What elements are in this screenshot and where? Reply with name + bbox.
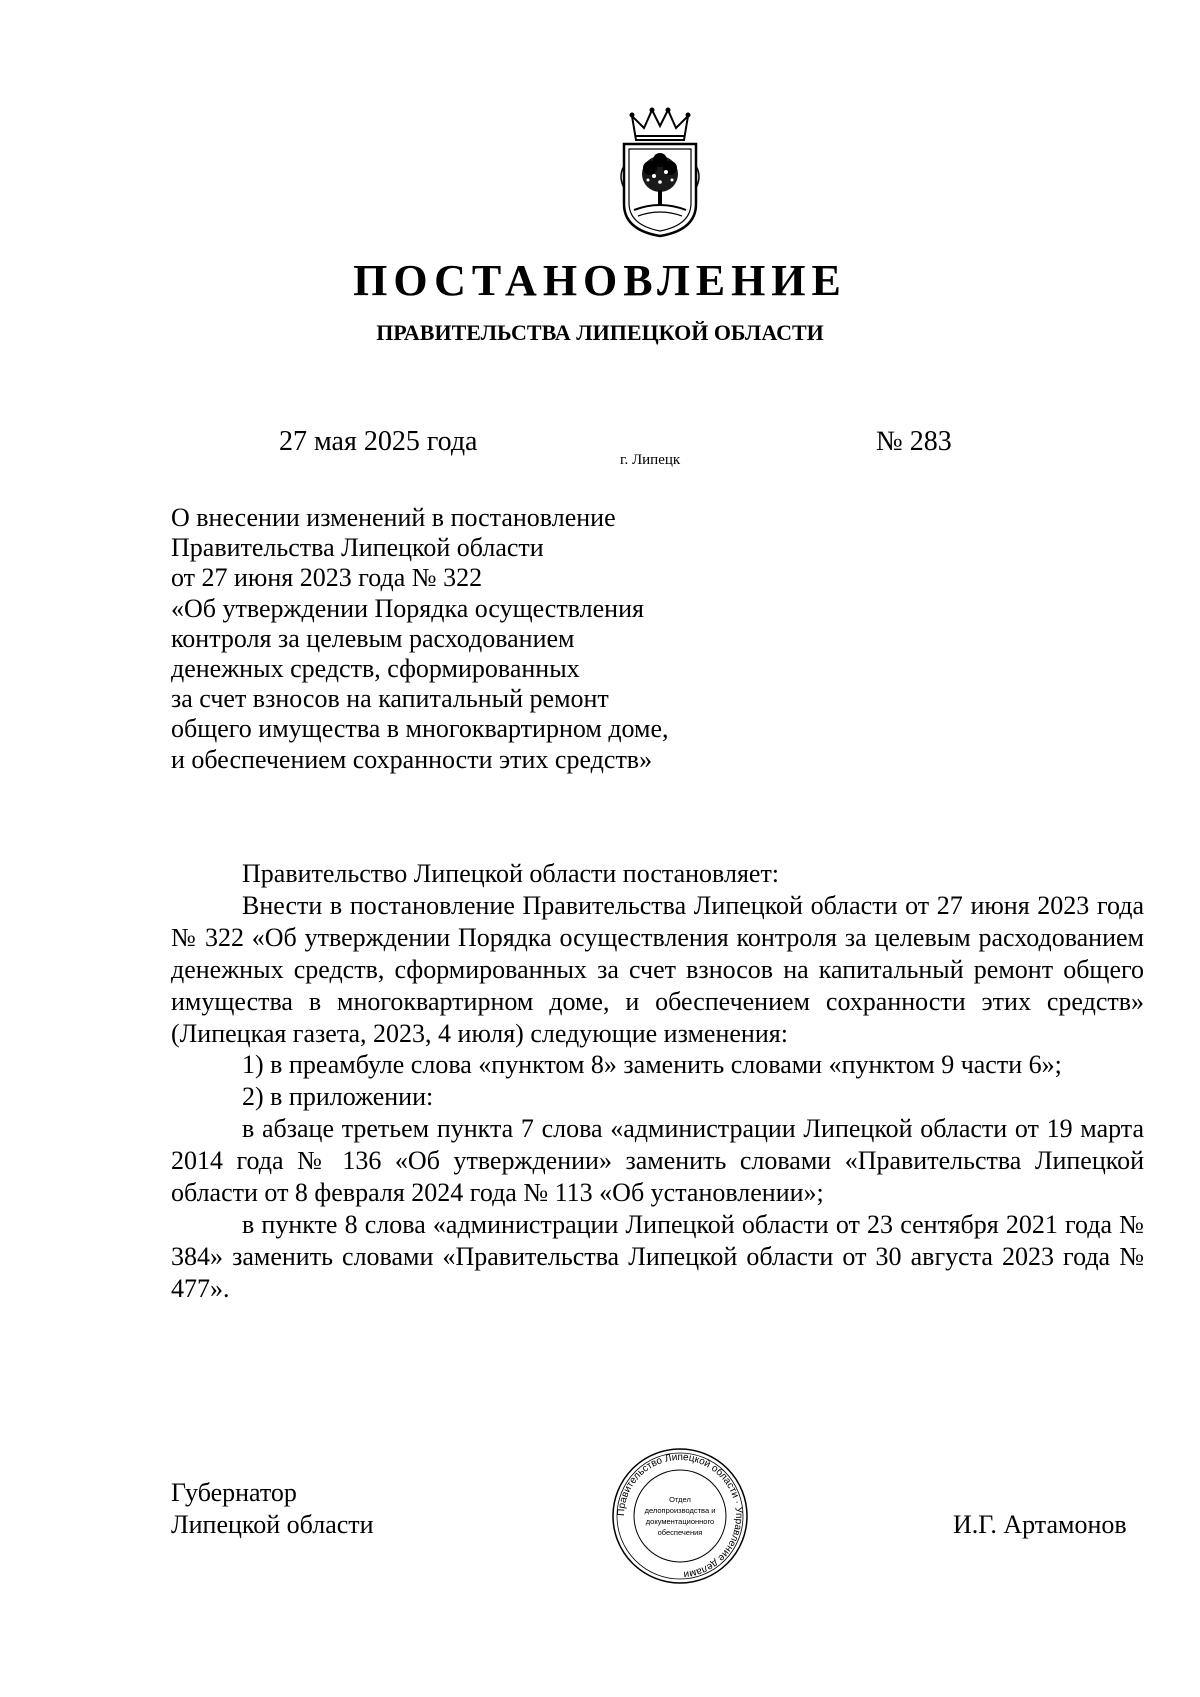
heading-line: денежных средств, сформированных — [171, 654, 580, 684]
body-paragraph: Внести в постановление Правительства Липецкой области от 27 июня 2023 года № 322 «Об утверждении Порядка осуществления контроля за целевым расходованием денежных средств, сформированных за счет взносов на капитальный ремонт общего имущества в многоквартирном доме, и обеспечением сохранности этих средств» (Липецкая газета, 2023, 4 июля) следующие изменения: — [171, 890, 1144, 1048]
body-paragraph: в абзаце третьем пункта 7 слова «администрации Липецкой области от 19 марта 2014 года № 136 «Об утверждении» заменить словами «Правительства Липецкой области от 8 февраля 2024 года № 113 «Об установлении»; — [171, 1114, 1144, 1208]
heading-line: О внесении изменений в постановление — [171, 503, 616, 532]
heading-line: общего имущества в многоквартирном доме, — [171, 714, 669, 744]
heading-line: и обеспечением сохранности этих средств» — [171, 744, 653, 774]
heading-line: от 27 июня 2023 года № 322 — [171, 563, 483, 593]
document-date: 27 мая 2025 года — [279, 426, 478, 457]
signatory-title — [171, 1477, 374, 1541]
heading-line: «Об утверждении Порядка осуществления — [171, 593, 644, 623]
body-paragraph: 2) в приложении: — [242, 1082, 434, 1112]
signatory-title-line: Губернатор — [171, 1478, 297, 1507]
document-city: г. Липецк — [620, 452, 681, 468]
document-subtitle: ПРАВИТЕЛЬСТВА ЛИПЕЦКОЙ ОБЛАСТИ — [376, 320, 824, 345]
official-stamp — [610, 1446, 750, 1586]
heading-line: контроля за целевым расходованием — [171, 623, 575, 653]
heading-line: за счет взносов на капитальный ремонт — [171, 684, 609, 714]
body-paragraph: в пункте 8 слова «администрации Липецкой области от 23 сентября 2021 года № 384» заменить словами «Правительства Липецкой области от 30 августа 2023 года № 477». — [171, 1209, 1144, 1303]
stamp-inner-text: делопроизводства и — [644, 1506, 716, 1515]
document-number: № 283 — [876, 426, 952, 457]
document-heading — [171, 503, 771, 775]
body-paragraph: 1) в преамбуле слова «пунктом 8» заменить словами «пунктом 9 части 6»; — [242, 1050, 1062, 1080]
document-title: ПОСТАНОВЛЕНИЕ — [353, 256, 847, 305]
stamp-inner-text: Отдел — [669, 1495, 691, 1504]
heading-line: Правительства Липецкой области — [171, 533, 544, 563]
stamp-inner-text: обеспечения — [657, 1528, 703, 1537]
signatory-name: И.Г. Артамонов — [953, 1510, 1127, 1539]
body-paragraph: Правительство Липецкой области постановляет: — [242, 859, 780, 888]
stamp-inner-text: документационного — [645, 1517, 715, 1526]
document-body — [171, 858, 1144, 1305]
signatory-title-line: Липецкой области — [171, 1510, 374, 1539]
stamp-outer-text: Правительство Липецкой области · Управление делами — [615, 1451, 745, 1580]
coat-of-arms-logo — [618, 106, 702, 240]
